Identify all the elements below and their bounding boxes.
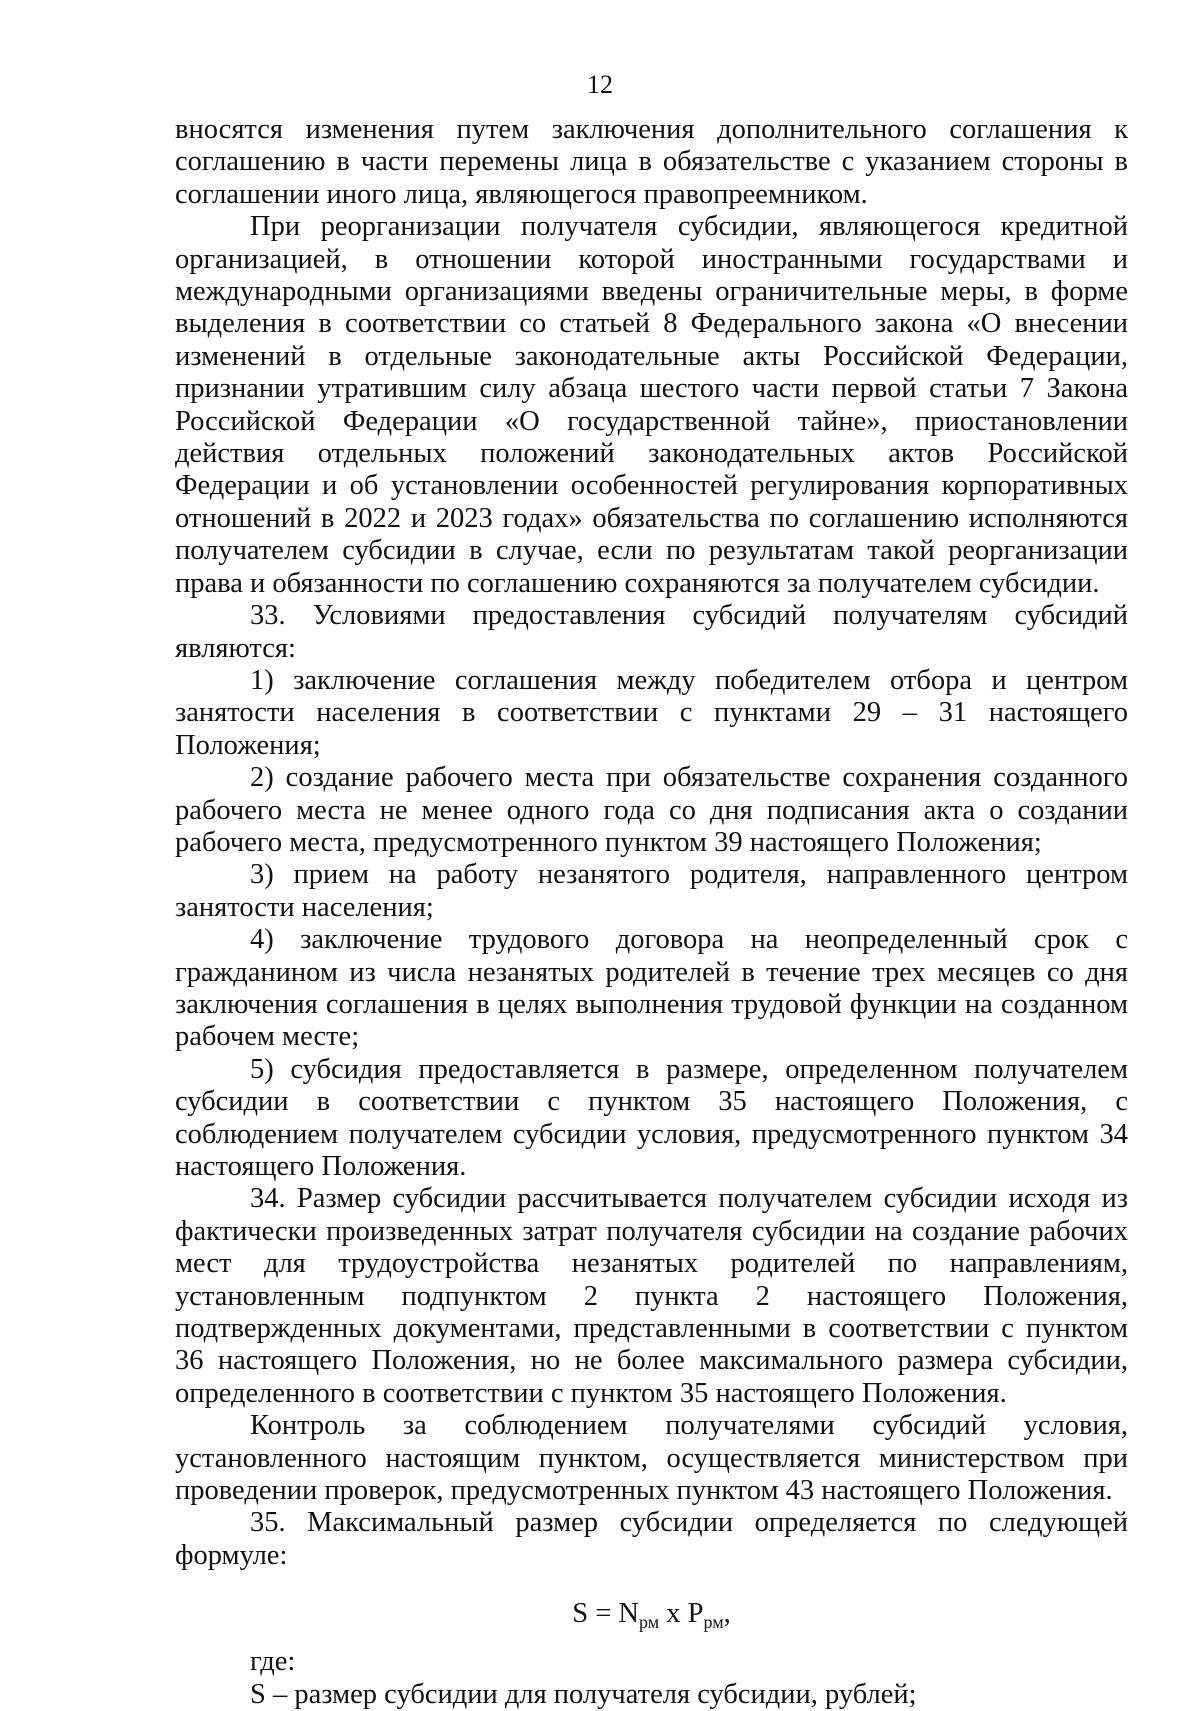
paragraph-item-33: 33. Условиями предоставления субсидий получателям субсидий являются: bbox=[175, 600, 1128, 664]
paragraph-control: Контроль за соблюдением получателями субсидий условия, установленного настоящим пунктом, осуществляется министерством при проведении проверок, предусмотренных пунктом 43 настоящего Положения. bbox=[175, 1410, 1128, 1507]
paragraph-continuation: вносятся изменения путем заключения дополнительного соглашения к соглашению в части перемены лица в обязательстве с указанием стороны в соглашении иного лица, являющегося правопреемником. bbox=[175, 114, 1128, 210]
paragraph-item-34: 34. Размер субсидии рассчитывается получателем субсидии исходя из фактически произведенных затрат получателя субсидии на создание рабочих мест для трудоустройства незанятых родителей по направлениям, установленным подпунктом 2 пункта 2 настоящего Положения, подтвержденных документами, представленными в соответствии с пунктом 36 настоящего Положения, но не более максимального размера субсидии, определенного в соответствии с пунктом 35 настоящего Положения. bbox=[175, 1183, 1128, 1409]
condition-1: 1) заключение соглашения между победителем отбора и центром занятости населения в соответствии с пунктами 29 – 31 настоящего Положения; bbox=[175, 664, 1128, 761]
formula-lhs: S = N bbox=[572, 1598, 640, 1630]
formula-subscript-n: рм bbox=[639, 1612, 660, 1633]
paragraph-item-35: 35. Максимальный размер субсидии определяется по следующей формуле: bbox=[175, 1507, 1128, 1571]
formula-subscript-p: рм bbox=[703, 1612, 724, 1633]
subsidy-formula bbox=[175, 1596, 1128, 1632]
page-number: 12 bbox=[587, 70, 613, 99]
condition-2: 2) создание рабочего места при обязательстве сохранения созданного рабочего места не менее одного года со дня подписания акта о создании рабочего места, предусмотренного пунктом 39 настоящего Положения; bbox=[175, 762, 1128, 858]
condition-5: 5) субсидия предоставляется в размере, определенном получателем субсидии в соответствии с пунктом 35 настоящего Положения, с соблюдением получателем субсидии условия, предусмотренного пунктом 34 настоящего Положения. bbox=[175, 1053, 1128, 1182]
condition-3: 3) прием на работу незанятого родителя, направленного центром занятости населения; bbox=[175, 859, 1128, 923]
formula-tail: , bbox=[723, 1598, 731, 1630]
formula-mid: x P bbox=[659, 1598, 704, 1630]
paragraph-reorganization: При реорганизации получателя субсидии, являющегося кредитной организацией, в отношении которой иностранными государствами и международными организациями введены ограничительные меры, в форме выделения в соответствии со статьей 8 Федерального закона «О внесении изменений в отдельные законодательные акты Российской Федерации, признании утратившим силу абзаца шестого части первой статьи 7 Закона Российской Федерации «О государственной тайне», приостановлении действия отдельных положений законодательных актов Российской Федерации и об установлении особенностей регулирования корпоративных отношений в 2022 и 2023 годах» обязательства по соглашению исполняются получателем субсидии в случае, если по результатам такой реорганизации права и обязанности по соглашению сохраняются за получателем субсидии. bbox=[175, 211, 1128, 599]
condition-4: 4) заключение трудового договора на неопределенный срок с гражданином из числа незанятых родителей в течение трех месяцев со дня заключения соглашения в целях выполнения трудовой функции на созданном рабочем месте; bbox=[175, 924, 1128, 1053]
where-label: где: bbox=[250, 1646, 296, 1678]
document-body bbox=[175, 114, 1128, 1711]
definition-s: S – размер субсидии для получателя субсидии, рублей; bbox=[250, 1678, 917, 1710]
